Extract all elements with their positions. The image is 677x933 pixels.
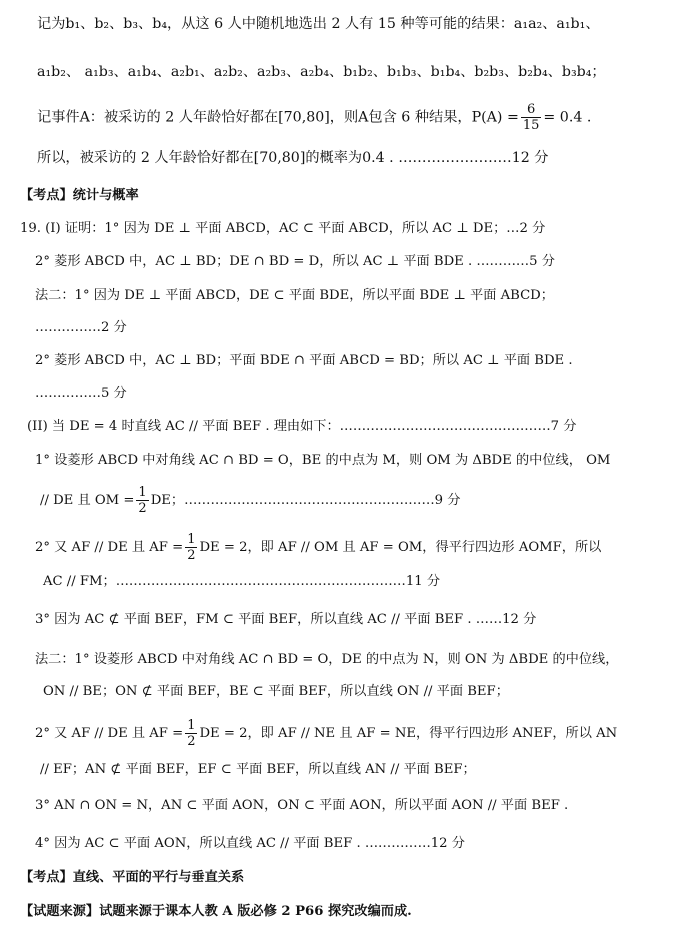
- fraction: [136, 486, 148, 515]
- denominator: 2: [187, 734, 196, 749]
- line-p1-3: [37, 103, 591, 132]
- line-19-15: [35, 719, 617, 748]
- line-p1-4: 所以，被采访的 2 人年龄恰好都在[70,80]的概率为0.4 . ……………………12 分: [37, 150, 549, 166]
- text: DE = 2，即 AF // OM 且 AF = OM，得平行四边形 AOMF，所以: [199, 540, 602, 555]
- denominator: 2: [187, 548, 196, 563]
- line-19-10: [35, 533, 601, 562]
- line-p1-2: a₁b₂、 a₁b₃、a₁b₄、a₂b₁、a₂b₂、a₂b₃、a₂b₄、b₁b₂、b₁b₃、b₁b₄、b₂b₃、b₂b₄、b₃b₄；: [37, 64, 606, 80]
- line-19-18: 4° 因为 AC ⊂ 平面 AON，所以直线 AC // 平面 BEF . ……………12 分: [35, 836, 465, 851]
- source-note: 【试题来源】试题来源于课本人教 A 版必修 2 P66 探究改编而成.: [20, 904, 412, 919]
- numerator: 1: [187, 718, 196, 733]
- line-19-9: [40, 486, 460, 515]
- line-19-13: 法二：1° 设菱形 ABCD 中对角线 AC ∩ BD = O，DE 的中点为 N，则 ON 为 ΔBDE 的中位线，: [35, 652, 619, 667]
- line-19-17: 3° AN ∩ ON = N，AN ⊂ 平面 AON，ON ⊂ 平面 AON，所以平面 AON // 平面 BEF .: [35, 798, 569, 813]
- line-19-4: ……………2 分: [35, 320, 127, 335]
- text: DE = 2，即 AF // NE 且 AF = NE，得平行四边形 ANEF，所以 AN: [199, 726, 618, 741]
- heading-kaodian-1: 【考点】统计与概率: [20, 188, 139, 203]
- fraction: [185, 719, 197, 748]
- line-19-2: 2° 菱形 ABCD 中，AC ⊥ BD；DE ∩ BD = D，所以 AC ⊥ 平面 BDE . …………5 分: [35, 254, 555, 269]
- heading-kaodian-2: 【考点】直线、平面的平行与垂直关系: [20, 870, 245, 885]
- line-19-7: (II) 当 DE = 4 时直线 AC // 平面 BEF . 理由如下：…………………………………………7 分: [27, 419, 577, 434]
- fraction: [185, 533, 197, 562]
- line-19-1: 19. (I) 证明：1° 因为 DE ⊥ 平面 ABCD，AC ⊂ 平面 ABCD，所以 AC ⊥ DE；…2 分: [20, 221, 546, 236]
- line-p1-1: 记为b₁、b₂、b₃、b₄，从这 6 人中随机地选出 2 人有 15 种等可能的结果：a₁a₂、a₁b₁、: [37, 16, 600, 32]
- text: 记事件A：被采访的 2 人年龄恰好都在[70,80]，则A包含 6 种结果，P(A) =: [37, 109, 519, 126]
- line-19-3: 法二：1° 因为 DE ⊥ 平面 ABCD，DE ⊂ 平面 BDE，所以平面 BDE ⊥ 平面 ABCD；: [35, 288, 554, 303]
- denominator: 15: [522, 118, 540, 133]
- denominator: 2: [138, 501, 147, 516]
- line-19-14: ON // BE；ON ⊄ 平面 BEF，BE ⊂ 平面 BEF，所以直线 ON // 平面 BEF；: [43, 684, 509, 699]
- line-19-5: 2° 菱形 ABCD 中，AC ⊥ BD；平面 BDE ∩ 平面 ABCD = BD；所以 AC ⊥ 平面 BDE .: [35, 353, 573, 368]
- fraction: [521, 103, 542, 132]
- line-19-11: AC // FM；…………………………………………………………11 分: [43, 574, 441, 589]
- text: 2° 又 AF // DE 且 AF =: [35, 540, 184, 555]
- text: = 0.4 .: [543, 109, 592, 126]
- line-19-6: ……………5 分: [35, 386, 127, 401]
- numerator: 6: [521, 103, 542, 118]
- numerator: 1: [138, 485, 147, 500]
- numerator: 1: [187, 532, 196, 547]
- line-19-12: 3° 因为 AC ⊄ 平面 BEF，FM ⊂ 平面 BEF，所以直线 AC // 平面 BEF . ……12 分: [35, 612, 537, 627]
- text: DE；…………………………………………………9 分: [150, 493, 461, 508]
- text: // DE 且 OM =: [40, 493, 135, 508]
- text: 2° 又 AF // DE 且 AF =: [35, 726, 184, 741]
- line-19-8: 1° 设菱形 ABCD 中对角线 AC ∩ BD = O，BE 的中点为 M，则 OM 为 ΔBDE 的中位线， OM: [35, 453, 611, 468]
- line-19-16: // EF；AN ⊄ 平面 BEF，EF ⊂ 平面 BEF，所以直线 AN // 平面 BEF；: [40, 762, 476, 777]
